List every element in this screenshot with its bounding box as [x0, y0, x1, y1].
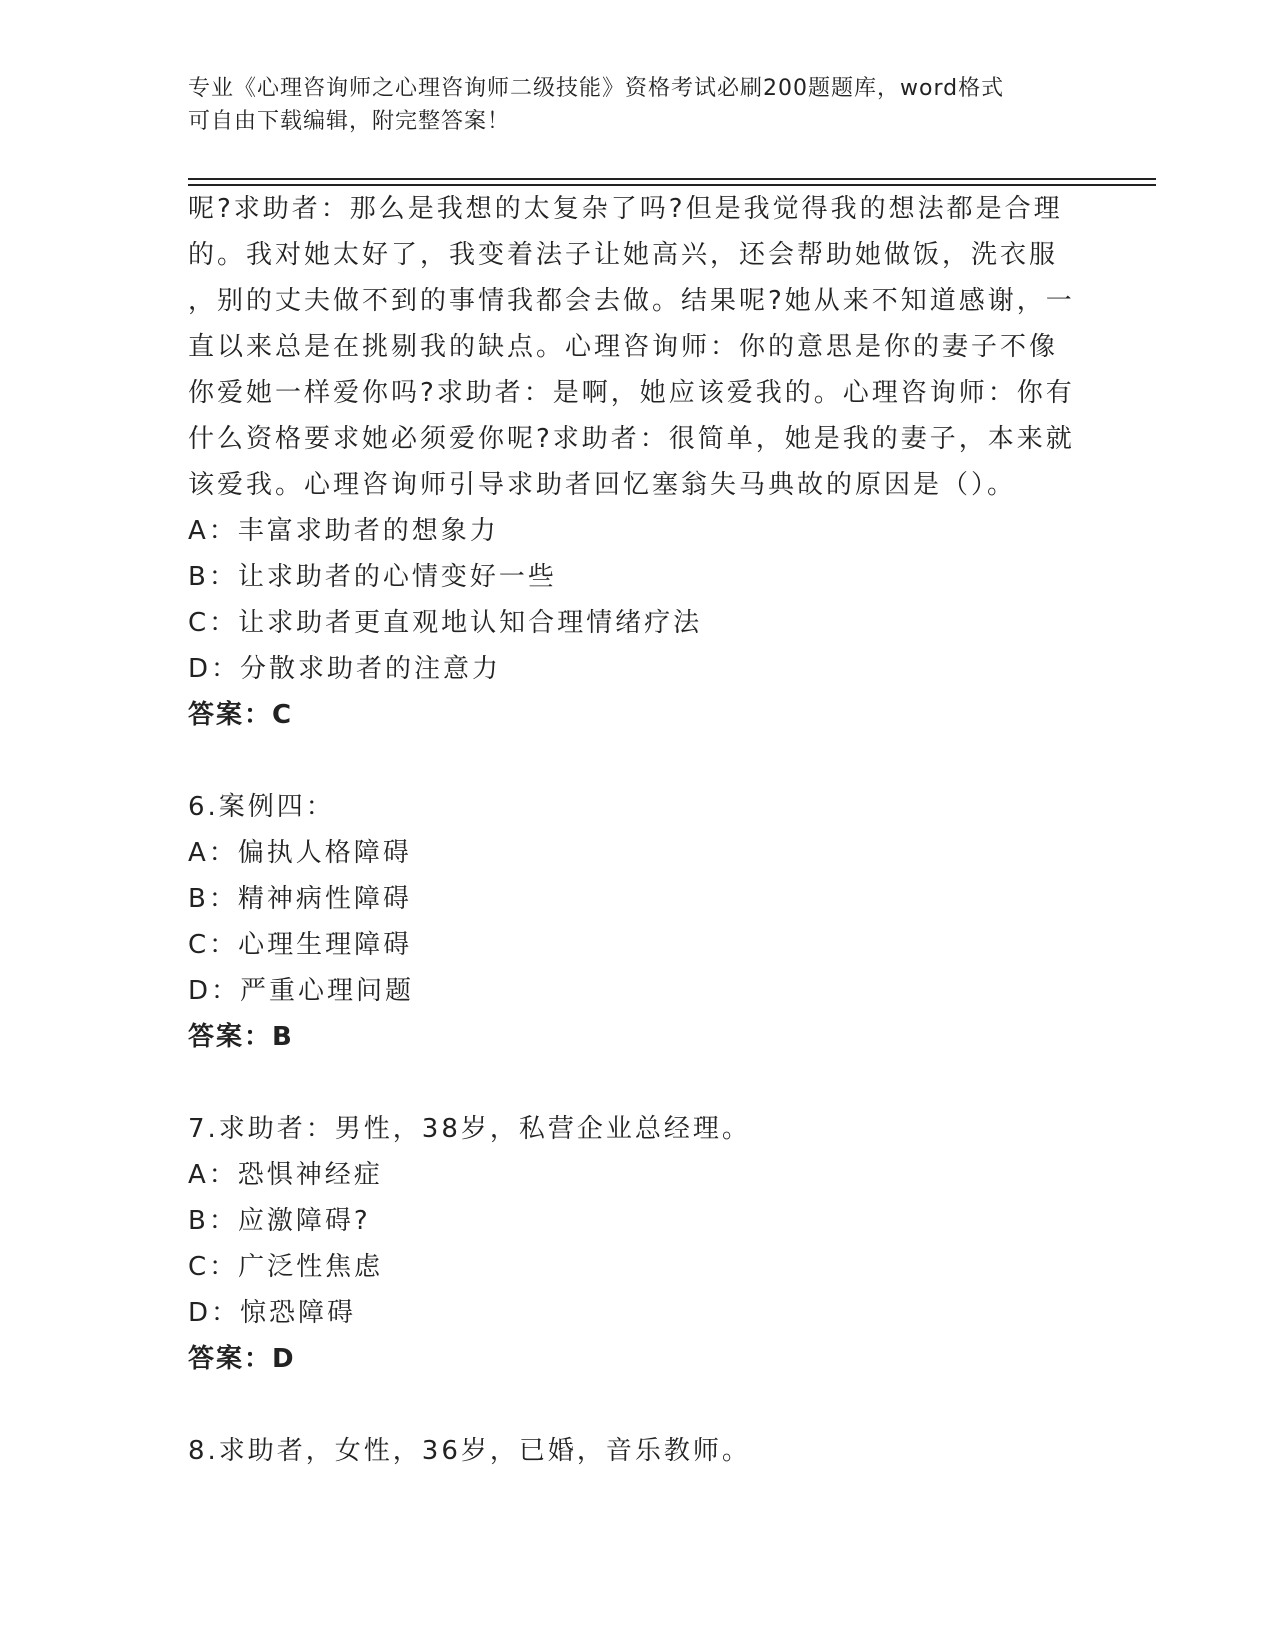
spacer: [188, 1060, 1088, 1106]
question-6: [188, 784, 1088, 1060]
spacer: [188, 738, 1088, 784]
option-c: C：心理生理障碍: [188, 930, 413, 960]
question-title: 8.求助者，女性，36岁，已婚，音乐教师。: [188, 1436, 751, 1466]
header-line-2: 可自由下载编辑，附完整答案！: [188, 109, 511, 134]
option-a: A：丰富求助者的想象力: [188, 516, 499, 546]
header-divider-top: [188, 178, 1156, 180]
question-title: 7.求助者：男性，38岁，私营企业总经理。: [188, 1114, 751, 1144]
question-7: [188, 1106, 1088, 1382]
option-a: A：恐惧神经症: [188, 1160, 383, 1190]
option-b: B：让求助者的心情变好一些: [188, 562, 557, 592]
option-c: C：广泛性焦虑: [188, 1252, 384, 1282]
question-8: [188, 1428, 1088, 1474]
question-text-line: 什么资格要求她必须爱你呢?求助者：很简单，她是我的妻子，本来就: [188, 424, 1075, 454]
question-text-line: ，别的丈夫做不到的事情我都会去做。结果呢?她从来不知道感谢，一: [188, 286, 1075, 316]
answer-label: 答案：C: [188, 700, 294, 730]
option-b: B：精神病性障碍: [188, 884, 412, 914]
spacer: [188, 1382, 1088, 1428]
question-text-line: 你爱她一样爱你吗?求助者：是啊，她应该爱我的。心理咨询师：你有: [188, 378, 1075, 408]
option-d: D：严重心理问题: [188, 976, 415, 1006]
question-content: [188, 186, 1088, 1474]
option-c: C：让求助者更直观地认知合理情绪疗法: [188, 608, 703, 638]
document-header: [188, 72, 1068, 138]
option-b: B：应激障碍?: [188, 1206, 371, 1236]
option-a: A：偏执人格障碍: [188, 838, 412, 868]
answer-label: 答案：B: [188, 1022, 294, 1052]
question-5: [188, 186, 1088, 738]
question-text-line: 该爱我。心理咨询师引导求助者回忆塞翁失马典故的原因是（）。: [188, 470, 1017, 500]
option-d: D：分散求助者的注意力: [188, 654, 502, 684]
question-text-line: 呢?求助者：那么是我想的太复杂了吗?但是我觉得我的想法都是合理: [188, 194, 1063, 224]
header-line-1: 专业《心理咨询师之心理咨询师二级技能》资格考试必刷200题题库，word格式: [188, 76, 1005, 101]
question-title: 6.案例四：: [188, 792, 335, 822]
option-d: D：惊恐障碍: [188, 1298, 357, 1328]
answer-label: 答案：D: [188, 1344, 296, 1374]
question-text-line: 直以来总是在挑剔我的缺点。心理咨询师：你的意思是你的妻子不像: [188, 332, 1059, 362]
question-text-line: 的。我对她太好了，我变着法子让她高兴，还会帮助她做饭，洗衣服: [188, 240, 1059, 270]
